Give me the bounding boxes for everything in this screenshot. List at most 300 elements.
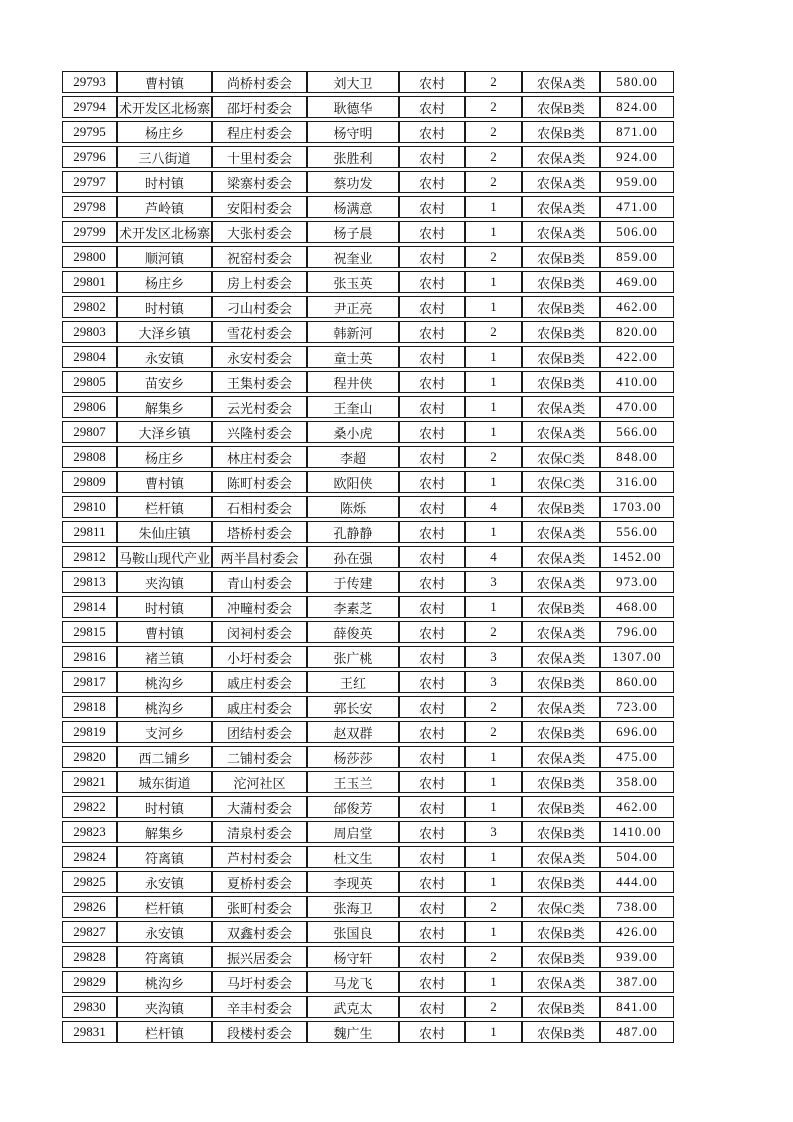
cell-id: 29809 [62, 471, 117, 493]
cell-category: 农保B类 [522, 496, 600, 518]
cell-residence: 农村 [399, 446, 465, 468]
cell-town: 大泽乡镇 [117, 421, 212, 443]
cell-name: 张海卫 [307, 896, 399, 918]
cell-town: 时村镇 [117, 171, 212, 193]
cell-residence: 农村 [399, 496, 465, 518]
cell-category: 农保B类 [522, 296, 600, 318]
records-table [62, 68, 674, 1046]
table-row [62, 546, 674, 568]
cell-residence: 农村 [399, 921, 465, 943]
cell-count: 1 [465, 296, 522, 318]
table-row [62, 521, 674, 543]
cell-village: 沱河社区 [212, 771, 307, 793]
cell-town: 马鞍山现代产业 [117, 546, 212, 568]
cell-residence: 农村 [399, 1021, 465, 1043]
cell-id: 29821 [62, 771, 117, 793]
cell-residence: 农村 [399, 871, 465, 893]
cell-count: 2 [465, 171, 522, 193]
cell-category: 农保A类 [522, 521, 600, 543]
cell-category: 农保A类 [522, 571, 600, 593]
cell-count: 2 [465, 246, 522, 268]
cell-id: 29824 [62, 846, 117, 868]
cell-amount: 471.00 [600, 196, 674, 218]
table-row [62, 971, 674, 993]
cell-category: 农保B类 [522, 721, 600, 743]
cell-category: 农保C类 [522, 896, 600, 918]
cell-residence: 农村 [399, 646, 465, 668]
cell-name: 张玉英 [307, 271, 399, 293]
table-row [62, 71, 674, 93]
cell-category: 农保A类 [522, 646, 600, 668]
cell-category: 农保B类 [522, 796, 600, 818]
cell-category: 农保B类 [522, 596, 600, 618]
cell-village: 程庄村委会 [212, 121, 307, 143]
cell-residence: 农村 [399, 821, 465, 843]
cell-residence: 农村 [399, 321, 465, 343]
cell-town: 桃沟乡 [117, 696, 212, 718]
cell-name: 李素芝 [307, 596, 399, 618]
cell-village: 云光村委会 [212, 396, 307, 418]
cell-village: 陈町村委会 [212, 471, 307, 493]
cell-amount: 723.00 [600, 696, 674, 718]
cell-id: 29819 [62, 721, 117, 743]
table-row [62, 346, 674, 368]
cell-village: 夏桥村委会 [212, 871, 307, 893]
cell-village: 刁山村委会 [212, 296, 307, 318]
cell-count: 3 [465, 646, 522, 668]
cell-residence: 农村 [399, 346, 465, 368]
cell-count: 2 [465, 71, 522, 93]
cell-residence: 农村 [399, 746, 465, 768]
cell-village: 段楼村委会 [212, 1021, 307, 1043]
cell-town: 西二铺乡 [117, 746, 212, 768]
table-row [62, 321, 674, 343]
table-row [62, 571, 674, 593]
cell-name: 王奎山 [307, 396, 399, 418]
table-row [62, 121, 674, 143]
table-row [62, 146, 674, 168]
cell-village: 两半昌村委会 [212, 546, 307, 568]
cell-town: 符离镇 [117, 846, 212, 868]
cell-residence: 农村 [399, 946, 465, 968]
cell-category: 农保A类 [522, 421, 600, 443]
cell-category: 农保B类 [522, 1021, 600, 1043]
cell-count: 1 [465, 521, 522, 543]
table-row [62, 196, 674, 218]
cell-amount: 924.00 [600, 146, 674, 168]
cell-town: 永安镇 [117, 346, 212, 368]
cell-town: 栏杆镇 [117, 1021, 212, 1043]
cell-id: 29812 [62, 546, 117, 568]
cell-category: 农保B类 [522, 96, 600, 118]
cell-category: 农保C类 [522, 471, 600, 493]
cell-residence: 农村 [399, 296, 465, 318]
cell-amount: 841.00 [600, 996, 674, 1018]
cell-residence: 农村 [399, 396, 465, 418]
cell-count: 1 [465, 1021, 522, 1043]
cell-name: 童士英 [307, 346, 399, 368]
cell-name: 杨满意 [307, 196, 399, 218]
cell-village: 团结村委会 [212, 721, 307, 743]
table-row [62, 846, 674, 868]
cell-town: 栏杆镇 [117, 896, 212, 918]
cell-town: 符离镇 [117, 946, 212, 968]
cell-residence: 农村 [399, 96, 465, 118]
cell-amount: 444.00 [600, 871, 674, 893]
cell-town: 时村镇 [117, 796, 212, 818]
cell-amount: 1452.00 [600, 546, 674, 568]
table-row [62, 696, 674, 718]
cell-residence: 农村 [399, 146, 465, 168]
cell-village: 大张村委会 [212, 221, 307, 243]
cell-amount: 580.00 [600, 71, 674, 93]
cell-residence: 农村 [399, 971, 465, 993]
cell-name: 于传建 [307, 571, 399, 593]
cell-village: 石相村委会 [212, 496, 307, 518]
cell-id: 29831 [62, 1021, 117, 1043]
cell-village: 大蒲村委会 [212, 796, 307, 818]
cell-count: 1 [465, 921, 522, 943]
table-row [62, 246, 674, 268]
cell-id: 29808 [62, 446, 117, 468]
cell-residence: 农村 [399, 246, 465, 268]
cell-category: 农保B类 [522, 246, 600, 268]
cell-count: 3 [465, 671, 522, 693]
cell-village: 冲疃村委会 [212, 596, 307, 618]
cell-category: 农保A类 [522, 146, 600, 168]
cell-name: 蔡功发 [307, 171, 399, 193]
cell-amount: 468.00 [600, 596, 674, 618]
cell-category: 农保B类 [522, 121, 600, 143]
cell-town: 曹村镇 [117, 71, 212, 93]
cell-category: 农保A类 [522, 396, 600, 418]
table-row [62, 771, 674, 793]
cell-amount: 462.00 [600, 296, 674, 318]
cell-amount: 410.00 [600, 371, 674, 393]
cell-town: 夹沟镇 [117, 996, 212, 1018]
cell-category: 农保A类 [522, 71, 600, 93]
cell-town: 支河乡 [117, 721, 212, 743]
cell-id: 29811 [62, 521, 117, 543]
cell-count: 1 [465, 471, 522, 493]
cell-count: 3 [465, 821, 522, 843]
cell-name: 薛俊英 [307, 621, 399, 643]
cell-village: 邵圩村委会 [212, 96, 307, 118]
cell-town: 桃沟乡 [117, 671, 212, 693]
cell-residence: 农村 [399, 846, 465, 868]
cell-amount: 387.00 [600, 971, 674, 993]
cell-village: 闵祠村委会 [212, 621, 307, 643]
cell-amount: 738.00 [600, 896, 674, 918]
cell-amount: 506.00 [600, 221, 674, 243]
cell-residence: 农村 [399, 221, 465, 243]
cell-village: 兴隆村委会 [212, 421, 307, 443]
cell-village: 戚庄村委会 [212, 696, 307, 718]
cell-amount: 796.00 [600, 621, 674, 643]
cell-id: 29794 [62, 96, 117, 118]
cell-category: 农保A类 [522, 546, 600, 568]
cell-town: 永安镇 [117, 871, 212, 893]
cell-name: 张国良 [307, 921, 399, 943]
table-row [62, 1021, 674, 1043]
cell-count: 1 [465, 196, 522, 218]
cell-town: 三八街道 [117, 146, 212, 168]
cell-amount: 1703.00 [600, 496, 674, 518]
cell-village: 振兴居委会 [212, 946, 307, 968]
cell-id: 29807 [62, 421, 117, 443]
table-row [62, 596, 674, 618]
cell-category: 农保A类 [522, 196, 600, 218]
cell-id: 29820 [62, 746, 117, 768]
cell-category: 农保B类 [522, 996, 600, 1018]
cell-amount: 566.00 [600, 421, 674, 443]
cell-id: 29801 [62, 271, 117, 293]
cell-id: 29825 [62, 871, 117, 893]
cell-id: 29816 [62, 646, 117, 668]
cell-amount: 358.00 [600, 771, 674, 793]
cell-town: 杨庄乡 [117, 446, 212, 468]
cell-name: 程井侠 [307, 371, 399, 393]
cell-name: 李超 [307, 446, 399, 468]
cell-village: 小圩村委会 [212, 646, 307, 668]
cell-amount: 820.00 [600, 321, 674, 343]
table-row [62, 221, 674, 243]
cell-residence: 农村 [399, 596, 465, 618]
cell-amount: 316.00 [600, 471, 674, 493]
cell-name: 郭长安 [307, 696, 399, 718]
cell-count: 1 [465, 396, 522, 418]
cell-category: 农保B类 [522, 371, 600, 393]
cell-amount: 426.00 [600, 921, 674, 943]
cell-id: 29803 [62, 321, 117, 343]
cell-village: 双鑫村委会 [212, 921, 307, 943]
cell-amount: 475.00 [600, 746, 674, 768]
cell-count: 2 [465, 721, 522, 743]
cell-count: 3 [465, 571, 522, 593]
cell-amount: 504.00 [600, 846, 674, 868]
cell-name: 孔静静 [307, 521, 399, 543]
cell-name: 刘大卫 [307, 71, 399, 93]
cell-count: 2 [465, 946, 522, 968]
cell-town: 曹村镇 [117, 471, 212, 493]
cell-town: 夹沟镇 [117, 571, 212, 593]
cell-category: 农保A类 [522, 221, 600, 243]
cell-town: 解集乡 [117, 821, 212, 843]
cell-count: 1 [465, 871, 522, 893]
cell-residence: 农村 [399, 121, 465, 143]
cell-category: 农保A类 [522, 696, 600, 718]
cell-category: 农保A类 [522, 846, 600, 868]
cell-village: 青山村委会 [212, 571, 307, 593]
cell-residence: 农村 [399, 371, 465, 393]
cell-amount: 1410.00 [600, 821, 674, 843]
cell-residence: 农村 [399, 196, 465, 218]
cell-count: 1 [465, 371, 522, 393]
table-row [62, 621, 674, 643]
cell-category: 农保B类 [522, 871, 600, 893]
cell-town: 时村镇 [117, 296, 212, 318]
cell-id: 29793 [62, 71, 117, 93]
cell-count: 2 [465, 446, 522, 468]
cell-town: 苗安乡 [117, 371, 212, 393]
cell-amount: 848.00 [600, 446, 674, 468]
cell-town: 大泽乡镇 [117, 321, 212, 343]
cell-town: 褚兰镇 [117, 646, 212, 668]
cell-residence: 农村 [399, 796, 465, 818]
cell-residence: 农村 [399, 896, 465, 918]
cell-name: 杨守轩 [307, 946, 399, 968]
cell-name: 武克太 [307, 996, 399, 1018]
cell-name: 魏广生 [307, 1021, 399, 1043]
cell-count: 2 [465, 321, 522, 343]
cell-village: 林庄村委会 [212, 446, 307, 468]
cell-village: 安阳村委会 [212, 196, 307, 218]
cell-village: 戚庄村委会 [212, 671, 307, 693]
cell-amount: 1307.00 [600, 646, 674, 668]
table-row [62, 871, 674, 893]
cell-category: 农保B类 [522, 271, 600, 293]
cell-amount: 696.00 [600, 721, 674, 743]
cell-residence: 农村 [399, 271, 465, 293]
cell-amount: 556.00 [600, 521, 674, 543]
cell-id: 29798 [62, 196, 117, 218]
cell-category: 农保B类 [522, 671, 600, 693]
cell-name: 王玉兰 [307, 771, 399, 793]
cell-amount: 824.00 [600, 96, 674, 118]
cell-count: 1 [465, 796, 522, 818]
cell-town: 时村镇 [117, 596, 212, 618]
cell-residence: 农村 [399, 721, 465, 743]
cell-residence: 农村 [399, 546, 465, 568]
table-row [62, 421, 674, 443]
cell-count: 4 [465, 546, 522, 568]
table-row [62, 296, 674, 318]
cell-amount: 470.00 [600, 396, 674, 418]
cell-name: 陈烁 [307, 496, 399, 518]
cell-village: 雪花村委会 [212, 321, 307, 343]
cell-category: 农保B类 [522, 921, 600, 943]
cell-id: 29826 [62, 896, 117, 918]
cell-count: 2 [465, 696, 522, 718]
cell-town: 术开发区北杨寨 [117, 96, 212, 118]
table-row [62, 946, 674, 968]
cell-category: 农保A类 [522, 171, 600, 193]
cell-count: 2 [465, 146, 522, 168]
cell-id: 29800 [62, 246, 117, 268]
cell-amount: 871.00 [600, 121, 674, 143]
cell-town: 永安镇 [117, 921, 212, 943]
cell-residence: 农村 [399, 421, 465, 443]
cell-amount: 422.00 [600, 346, 674, 368]
cell-name: 欧阳侠 [307, 471, 399, 493]
cell-amount: 469.00 [600, 271, 674, 293]
cell-name: 孙在强 [307, 546, 399, 568]
cell-village: 塔桥村委会 [212, 521, 307, 543]
cell-residence: 农村 [399, 571, 465, 593]
cell-town: 栏杆镇 [117, 496, 212, 518]
cell-village: 王集村委会 [212, 371, 307, 393]
cell-count: 1 [465, 271, 522, 293]
cell-village: 梁寨村委会 [212, 171, 307, 193]
cell-name: 杜文生 [307, 846, 399, 868]
cell-village: 房上村委会 [212, 271, 307, 293]
cell-id: 29797 [62, 171, 117, 193]
cell-id: 29813 [62, 571, 117, 593]
table-row [62, 746, 674, 768]
cell-residence: 农村 [399, 521, 465, 543]
cell-residence: 农村 [399, 621, 465, 643]
cell-count: 1 [465, 596, 522, 618]
table-row [62, 496, 674, 518]
cell-category: 农保B类 [522, 821, 600, 843]
cell-id: 29818 [62, 696, 117, 718]
cell-id: 29810 [62, 496, 117, 518]
cell-amount: 939.00 [600, 946, 674, 968]
cell-amount: 973.00 [600, 571, 674, 593]
cell-count: 1 [465, 746, 522, 768]
table-row [62, 646, 674, 668]
cell-amount: 959.00 [600, 171, 674, 193]
table-row [62, 921, 674, 943]
cell-town: 顺河镇 [117, 246, 212, 268]
cell-village: 永安村委会 [212, 346, 307, 368]
table-row [62, 821, 674, 843]
cell-residence: 农村 [399, 71, 465, 93]
cell-name: 祝奎业 [307, 246, 399, 268]
cell-count: 2 [465, 121, 522, 143]
cell-town: 术开发区北杨寨 [117, 221, 212, 243]
cell-name: 张广桃 [307, 646, 399, 668]
cell-village: 芦村村委会 [212, 846, 307, 868]
cell-count: 1 [465, 971, 522, 993]
cell-amount: 462.00 [600, 796, 674, 818]
cell-amount: 859.00 [600, 246, 674, 268]
table-row [62, 271, 674, 293]
cell-town: 解集乡 [117, 396, 212, 418]
cell-category: 农保B类 [522, 771, 600, 793]
cell-category: 农保B类 [522, 321, 600, 343]
cell-name: 杨子晨 [307, 221, 399, 243]
cell-town: 曹村镇 [117, 621, 212, 643]
cell-name: 赵双群 [307, 721, 399, 743]
cell-id: 29804 [62, 346, 117, 368]
cell-count: 2 [465, 996, 522, 1018]
cell-residence: 农村 [399, 671, 465, 693]
cell-count: 2 [465, 96, 522, 118]
cell-town: 杨庄乡 [117, 121, 212, 143]
cell-category: 农保C类 [522, 446, 600, 468]
cell-id: 29815 [62, 621, 117, 643]
cell-name: 周启堂 [307, 821, 399, 843]
table-row [62, 671, 674, 693]
cell-id: 29795 [62, 121, 117, 143]
cell-category: 农保B类 [522, 946, 600, 968]
cell-count: 1 [465, 346, 522, 368]
cell-count: 1 [465, 221, 522, 243]
cell-category: 农保A类 [522, 621, 600, 643]
cell-village: 十里村委会 [212, 146, 307, 168]
cell-village: 张町村委会 [212, 896, 307, 918]
cell-id: 29823 [62, 821, 117, 843]
cell-id: 29805 [62, 371, 117, 393]
cell-town: 桃沟乡 [117, 971, 212, 993]
table-row [62, 96, 674, 118]
cell-village: 辛丰村委会 [212, 996, 307, 1018]
cell-name: 杨守明 [307, 121, 399, 143]
table-row [62, 396, 674, 418]
table-row [62, 171, 674, 193]
cell-name: 李现英 [307, 871, 399, 893]
